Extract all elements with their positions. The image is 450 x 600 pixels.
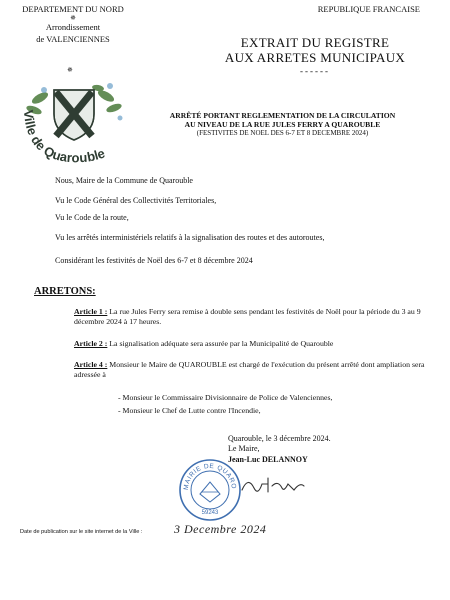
decree-title-line2: AU NIVEAU DE LA RUE JULES FERRY A QUAROUBLE	[184, 120, 381, 130]
publication-date-label: Date de publication sur le site internet de la Ville :	[20, 529, 143, 535]
article-4-label: Article 4 :	[74, 360, 108, 369]
arretons-heading: ARRETONS:	[34, 286, 96, 297]
handwritten-signature	[238, 472, 308, 498]
star-icon: ✵	[70, 14, 76, 23]
decree-title-line1: ARRÊTÉ PORTANT REGLEMENTATION DE LA CIRCULATION	[169, 111, 396, 120]
decree-title	[140, 111, 425, 138]
star-icon: ✵	[67, 66, 73, 74]
register-title-line2: AUX ARRETES MUNICIPAUX	[224, 49, 406, 65]
logo-text: Ville de Quarouble	[20, 109, 107, 166]
town-hall-seal	[178, 458, 242, 522]
department-name: DEPARTEMENT DU NORD	[22, 4, 124, 14]
mayor-name: Jean-Luc DELANNOY	[228, 454, 308, 464]
department-header	[18, 4, 128, 45]
article-2-label: Article 2 :	[74, 339, 108, 348]
republic-header: REPUBLIQUE FRANCAISE	[317, 4, 420, 14]
article-2-text: La signalisation adéquate sera assurée par la Municipalité de Quarouble	[109, 339, 334, 348]
register-title	[205, 36, 425, 76]
signature-block	[228, 434, 331, 465]
signature-scribble	[238, 472, 308, 498]
article-4	[74, 360, 426, 380]
arrondissement-label: Arrondissement	[45, 22, 101, 33]
mayor-title: Le Maire,	[228, 444, 260, 454]
preamble-considerant: Considérant les festivités de Noël des 6-7 et 8 décembre 2024	[55, 256, 253, 265]
town-logo-graphic	[14, 80, 138, 170]
preamble-mayor: Nous, Maire de la Commune de Quarouble	[55, 176, 193, 185]
preamble-code-route: Vu le Code de la route,	[55, 213, 129, 222]
article-1-label: Article 1 :	[74, 307, 108, 316]
seal-postcode: 59243	[201, 510, 219, 516]
recipient-fire: - Monsieur le Chef de Lutte contre l'Incendie,	[118, 406, 261, 415]
decree-subtitle: (FESTIVITES DE NOEL DES 6-7 ET 8 DECEMBRE 2024)	[196, 129, 369, 138]
seal-stamp	[178, 458, 242, 522]
arrondissement-name: de VALENCIENNES	[36, 33, 110, 44]
title-dashes: ------	[300, 65, 330, 76]
article-2	[74, 339, 426, 349]
preamble-arretes: Vu les arrêtés interministériels relatifs à la signalisation des routes et des autoroutes,	[55, 233, 325, 242]
article-1	[74, 307, 426, 327]
article-1-text: La rue Jules Ferry sera remise à double sens pendant les festivités de Noël pour la période du 3 au 9 décembre 2024 à 17 heures.	[74, 307, 421, 327]
seal-text: MAIRIE DE QUARO	[182, 462, 238, 491]
preamble-code-collectivites: Vu le Code Général des Collectivités Territoriales,	[55, 196, 217, 205]
article-4-text: Monsieur le Maire de QUAROUBLE est chargé de l'exécution du présent arrêté dont ampliation sera adressée à	[74, 360, 425, 380]
publication-date-handwritten: 3 Decembre 2024	[174, 522, 267, 536]
town-logo	[14, 80, 138, 170]
register-title-line1: EXTRAIT DU REGISTRE	[240, 35, 390, 50]
recipient-police: - Monsieur le Commissaire Divisionnaire de Police de Valenciennes,	[118, 393, 333, 402]
place-date: Quarouble, le 3 décembre 2024.	[228, 434, 331, 443]
